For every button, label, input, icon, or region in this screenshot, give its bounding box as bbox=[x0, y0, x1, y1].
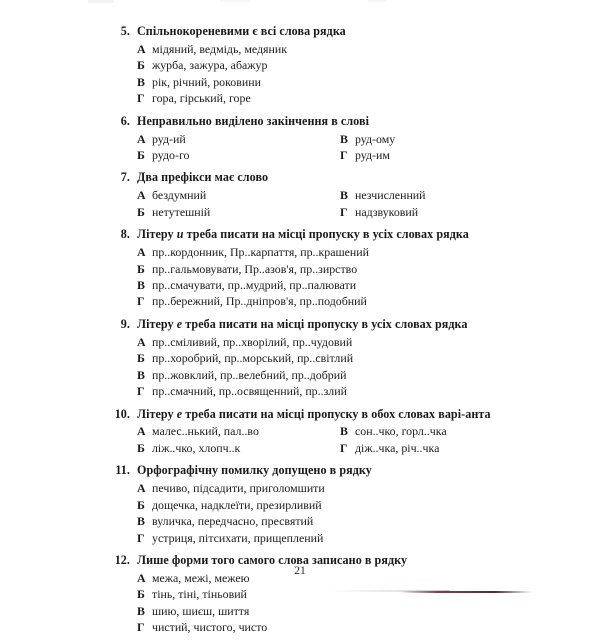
option-letter: Г bbox=[340, 440, 348, 455]
option-text: рік, річний, роковини bbox=[152, 74, 261, 89]
option-list bbox=[108, 570, 528, 636]
option-text: журба, зажура, абажур bbox=[152, 58, 268, 73]
answer-option[interactable] bbox=[137, 244, 528, 260]
option-letter: В bbox=[137, 278, 145, 293]
option-letter: А bbox=[137, 481, 146, 496]
question-text-after: треба писати на місці пропуску в усіх словах рядка bbox=[183, 227, 469, 242]
question-text-before: Літеру bbox=[137, 316, 177, 331]
answer-option[interactable] bbox=[137, 334, 528, 350]
option-text: пр..гальмовувати, Пр..азов'я, пр..зирство bbox=[152, 261, 358, 276]
question-text bbox=[137, 24, 528, 40]
option-list bbox=[108, 131, 528, 164]
question-stem bbox=[108, 114, 528, 130]
option-letter: А bbox=[137, 424, 146, 439]
option-text: дощечка, надклеїти, презирливий bbox=[152, 497, 322, 512]
answer-option[interactable] bbox=[137, 74, 528, 90]
question-text bbox=[137, 407, 528, 423]
question-number: 10. bbox=[114, 406, 130, 421]
question-block bbox=[108, 317, 528, 400]
question-number: 7. bbox=[120, 170, 130, 185]
option-text: чистий, чистого, чисто bbox=[152, 620, 268, 635]
option-letter: В bbox=[137, 367, 145, 382]
scan-artifact-bottom-edge bbox=[400, 591, 532, 593]
answer-option[interactable] bbox=[137, 90, 528, 106]
answer-option[interactable] bbox=[137, 277, 528, 293]
question-number: 11. bbox=[115, 463, 130, 478]
scan-artifact-top-left bbox=[88, 0, 114, 3]
option-letter: Б bbox=[137, 261, 145, 276]
answer-option[interactable] bbox=[137, 41, 528, 57]
answer-option[interactable] bbox=[137, 440, 340, 456]
question-stem bbox=[108, 170, 528, 186]
page-number: 21 bbox=[294, 565, 306, 577]
option-letter: В bbox=[137, 74, 145, 89]
question-text-before: Орфографічну помилку допущено в рядку bbox=[137, 463, 372, 478]
question-block bbox=[108, 227, 528, 310]
question-text-before: Літеру bbox=[137, 406, 177, 421]
question-number: 9. bbox=[120, 316, 130, 331]
question-text-before: Неправильно виділено закінчення в слові bbox=[137, 113, 369, 128]
option-letter: А bbox=[137, 334, 146, 349]
question-text bbox=[137, 114, 528, 130]
question-text-before: Лише форми того самого слова записано в рядку bbox=[137, 552, 408, 567]
question-stem bbox=[108, 407, 528, 423]
option-list bbox=[108, 480, 528, 546]
option-letter: В bbox=[137, 514, 145, 529]
answer-option[interactable] bbox=[137, 480, 528, 496]
option-text: пр..смачувати, пр..мудрий, пр..палювати bbox=[152, 278, 357, 293]
option-letter: Б bbox=[137, 58, 145, 73]
answer-option[interactable] bbox=[137, 204, 340, 220]
question-italic-letter: е bbox=[176, 406, 183, 421]
option-list bbox=[108, 187, 528, 220]
option-text: пр..бережний, Пр..дніпров'я, пр..подобний bbox=[152, 294, 367, 309]
answer-option[interactable] bbox=[137, 603, 528, 619]
answer-option[interactable] bbox=[137, 57, 528, 73]
question-italic-letter: и bbox=[176, 227, 184, 242]
question-number: 12. bbox=[114, 552, 130, 567]
question-text bbox=[137, 463, 528, 479]
option-text: гора, гірський, горе bbox=[152, 91, 251, 106]
question-block bbox=[108, 463, 528, 546]
question-stem bbox=[108, 463, 528, 479]
answer-option[interactable] bbox=[137, 187, 340, 203]
option-text: руд-ому bbox=[355, 131, 396, 146]
option-text: пр..жовклий, пр..велебний, пр..добрий bbox=[152, 367, 347, 382]
question-list bbox=[108, 24, 528, 643]
option-list bbox=[108, 41, 528, 107]
option-text: надзвуковий bbox=[355, 204, 419, 219]
option-text: пр..кордонник, Пр..карпаття, пр..крашений bbox=[152, 245, 370, 260]
option-text: сон..чко, горл..чка bbox=[355, 424, 447, 439]
option-text: пр..сміливий, пр..хворілий, пр..чудовий bbox=[152, 334, 353, 349]
answer-option[interactable] bbox=[137, 619, 528, 635]
option-text: ліж..чко, хлопч..к bbox=[152, 440, 241, 455]
option-letter: Б bbox=[137, 148, 145, 163]
question-text bbox=[137, 317, 528, 333]
option-list bbox=[108, 423, 528, 456]
option-letter: Г bbox=[340, 148, 348, 163]
option-list bbox=[108, 244, 528, 310]
option-text: нетутешній bbox=[152, 204, 211, 219]
question-text-after: треба писати на місці пропуску в усіх словах рядка bbox=[182, 316, 468, 331]
question-number: 6. bbox=[120, 113, 130, 128]
option-text: межа, межі, межею bbox=[152, 570, 250, 585]
scan-artifact-top-right bbox=[368, 0, 386, 2]
answer-option[interactable] bbox=[340, 187, 528, 203]
answer-option[interactable] bbox=[340, 204, 528, 220]
option-text: пр..смачний, пр..освященний, пр..злий bbox=[152, 384, 347, 399]
option-letter: Б bbox=[137, 497, 145, 512]
option-letter: В bbox=[137, 603, 145, 618]
option-letter: А bbox=[137, 131, 146, 146]
question-block bbox=[108, 24, 528, 107]
answer-option[interactable] bbox=[340, 440, 528, 456]
question-block bbox=[108, 407, 528, 457]
option-letter: Б bbox=[137, 204, 145, 219]
option-letter: Г bbox=[340, 204, 348, 219]
answer-option[interactable] bbox=[137, 513, 528, 529]
answer-option[interactable] bbox=[137, 147, 340, 163]
answer-option[interactable] bbox=[137, 350, 528, 366]
question-stem bbox=[108, 227, 528, 243]
option-text: бездумний bbox=[152, 188, 207, 203]
answer-option[interactable] bbox=[340, 131, 528, 147]
option-text: мідяний, ведмідь, медяник bbox=[152, 41, 288, 56]
option-text: незчисленний bbox=[355, 188, 426, 203]
question-text-before: Спільнокореневими є всі слова рядка bbox=[137, 24, 346, 38]
option-letter: А bbox=[137, 188, 146, 203]
option-letter: Г bbox=[137, 620, 145, 635]
answer-option[interactable] bbox=[340, 423, 528, 439]
option-letter: В bbox=[340, 131, 348, 146]
option-text: діж..чка, річ..чка bbox=[355, 440, 440, 455]
option-text: рудо-го bbox=[152, 148, 190, 163]
option-text: шию, шиєш, шиття bbox=[152, 603, 250, 618]
answer-option[interactable] bbox=[137, 497, 528, 513]
answer-option[interactable] bbox=[137, 293, 528, 309]
question-text-before: Літеру bbox=[137, 227, 177, 242]
option-text: руд-им bbox=[355, 148, 390, 163]
option-letter: Г bbox=[137, 91, 145, 106]
answer-option[interactable] bbox=[137, 131, 340, 147]
option-list bbox=[108, 334, 528, 400]
question-stem bbox=[108, 24, 528, 40]
scan-artifact-top-center bbox=[220, 0, 250, 2]
question-text-before: Два префікси має слово bbox=[137, 170, 269, 185]
option-letter: Б bbox=[137, 587, 145, 602]
option-letter: В bbox=[340, 424, 348, 439]
option-text: печиво, підсадити, приголомшити bbox=[152, 481, 325, 496]
option-letter: Г bbox=[137, 530, 145, 545]
option-letter: Б bbox=[137, 440, 145, 455]
question-block bbox=[108, 170, 528, 220]
question-number: 5. bbox=[120, 24, 130, 38]
answer-option[interactable] bbox=[137, 367, 528, 383]
question-text bbox=[137, 170, 528, 186]
option-letter: Г bbox=[137, 294, 145, 309]
answer-option[interactable] bbox=[137, 530, 528, 546]
question-block bbox=[108, 114, 528, 164]
option-text: малес..нький, пал..во bbox=[152, 424, 259, 439]
answer-option[interactable] bbox=[137, 423, 340, 439]
option-text: вуличка, передчасно, пресвятий bbox=[152, 514, 314, 529]
option-letter: В bbox=[340, 188, 348, 203]
option-letter: Б bbox=[137, 351, 145, 366]
question-text-after: треба писати на місці пропуску в обох словах варі-анта bbox=[182, 406, 491, 421]
answer-option[interactable] bbox=[137, 383, 528, 399]
option-letter: А bbox=[137, 570, 146, 585]
option-letter: Г bbox=[137, 384, 145, 399]
option-text: устриця, пітсихати, прищеплений bbox=[152, 530, 324, 545]
question-number: 8. bbox=[120, 227, 130, 242]
option-letter: А bbox=[137, 41, 146, 56]
option-text: руд-ий bbox=[152, 131, 186, 146]
question-stem bbox=[108, 317, 528, 333]
option-letter: А bbox=[137, 245, 146, 260]
option-text: тінь, тіні, тіньовий bbox=[152, 587, 247, 602]
answer-option[interactable] bbox=[137, 586, 528, 602]
question-italic-letter: е bbox=[176, 316, 183, 331]
question-text bbox=[137, 227, 528, 243]
option-text: пр..хоробрий, пр..морський, пр..світлий bbox=[152, 351, 354, 366]
answer-option[interactable] bbox=[137, 261, 528, 277]
answer-option[interactable] bbox=[340, 147, 528, 163]
